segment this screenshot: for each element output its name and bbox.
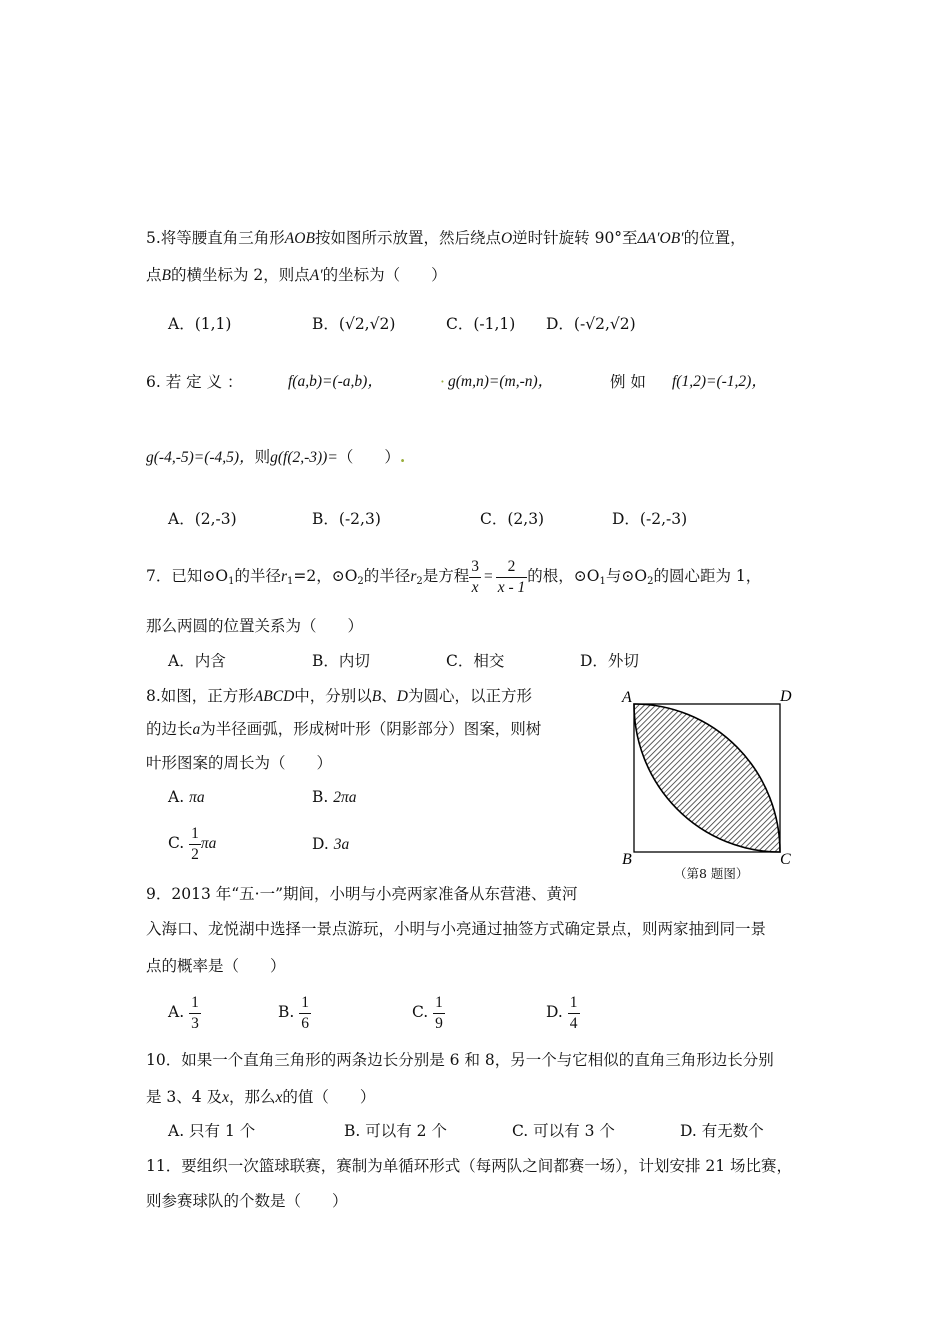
q6-option-d: D．(-2,-3) — [612, 510, 688, 528]
q7-option-c: C．相交 — [446, 652, 505, 670]
q10-line2: 是 3、4 及x，那么x的值（ ） — [146, 1088, 376, 1106]
q7-line1: 7．已知$⊙O_1$的半径$r_1=2$，$⊙O_2$的半径$r_2$是方程 $\frac{3}{x}$ = $\frac{2}{x - 1}$ 的根，$⊙O_1$与$⊙O_2$的圆心距为 1， — [146, 557, 762, 596]
q7-fraction-1: $\frac{3}{x}$ — [471, 557, 479, 596]
q7-fraction-2: $\frac{2}{x - 1}$ — [497, 557, 526, 596]
q10-option-d: D. 有无数个 — [680, 1122, 764, 1140]
q8-line3: 叶形图案的周长为（ ） — [146, 754, 333, 772]
q5-option-b: B．(√2,√2) — [312, 315, 396, 333]
label-d: D — [780, 688, 792, 705]
q10-option-a: A. 只有 1 个 — [168, 1122, 256, 1140]
q5-option-a: A．(1,1) — [168, 315, 232, 333]
figure-caption: （第8 题图） — [674, 866, 749, 881]
q10-option-b: B. 可以有 2 个 — [344, 1122, 447, 1140]
q9-option-d: D. $\frac{1}{4}$ — [546, 993, 578, 1032]
q6-lead: 6. 若 定 义 ： — [146, 373, 243, 391]
q9-line2: 入海口、龙悦湖中选择一景点游玩，小明与小亮通过抽签方式确定景点，则两家抽到同一景 — [146, 920, 767, 938]
q9-line3: 点的概率是（ ） — [146, 957, 286, 975]
q6-example-f: f(1,2)=(-1,2)， — [672, 373, 767, 390]
q10-option-c: C. 可以有 3 个 — [512, 1122, 615, 1140]
q6-def-g: g(m,n)=(m,-n)， — [448, 373, 554, 390]
q6-dot: · — [440, 373, 445, 391]
q6-def-f: f(a,b)=(-a,b)， — [288, 373, 383, 390]
q5-line1: 5.将等腰直角三角形AOB按如图所示放置，然后绕点O逆时针旋转 90°至ΔA′OB′的位置， — [146, 229, 746, 247]
q8-option-a: A. πa — [168, 788, 205, 806]
q5-line2: 点B的横坐标为 2，则点A′的坐标为（ ） — [146, 266, 447, 284]
q7-line2: 那么两圆的位置关系为（ ） — [146, 617, 364, 635]
label-c: C — [780, 851, 791, 868]
q9-option-a: A. $\frac{1}{3}$ — [168, 993, 199, 1032]
q8-option-c: C. $\frac{1}{2}$ πa — [168, 824, 217, 863]
leaf-figure — [614, 684, 814, 884]
q8-line1: 8.如图，正方形ABCD中，分别以B、D为圆心，以正方形 — [146, 687, 532, 705]
q11-line2: 则参赛球队的个数是（ ） — [146, 1192, 348, 1210]
q5-option-d: D．(-√2,√2) — [546, 315, 636, 333]
q6-option-a: A．(2,-3) — [168, 510, 237, 528]
q5-option-c: C．(-1,1) — [446, 315, 516, 333]
leaf-shape — [634, 704, 780, 852]
label-b: B — [622, 851, 632, 868]
q8-line2: 的边长a为半径画弧，形成树叶形（阴影部分）图案，则树 — [146, 720, 542, 738]
q9-line1: 9．2013 年“五·一”期间，小明与小亮两家准备从东营港、黄河 — [146, 885, 578, 903]
q9-option-b: B. $\frac{1}{6}$ — [278, 993, 310, 1032]
q10-line1: 10．如果一个直角三角形的两条边长分别是 6 和 8，另一个与它相似的直角三角形边长分别 — [146, 1051, 774, 1069]
q7-option-a: A．内含 — [168, 652, 226, 670]
q8-option-c-fraction: $\frac{1}{2}$ — [191, 824, 199, 863]
q7-option-d: D．外切 — [580, 652, 639, 670]
label-a: A — [622, 689, 632, 706]
q9-option-c: C. $\frac{1}{9}$ — [412, 993, 443, 1032]
q8-option-b: B. 2πa — [312, 788, 357, 806]
q6-option-b: B．(-2,3) — [312, 510, 381, 528]
q8-option-d: D. 3a — [312, 835, 350, 853]
q6-line2: g(-4,-5)=(-4,5)，则g(f(2,-3))=（ ）. — [146, 447, 406, 466]
q6-option-c: C．(2,3) — [480, 510, 545, 528]
q7-option-b: B．内切 — [312, 652, 370, 670]
q6-example: 例 如 — [610, 373, 646, 391]
q11-line1: 11．要组织一次篮球联赛，赛制为单循环形式（每两队之间都赛一场），计划安排 21 场比赛， — [146, 1157, 793, 1175]
